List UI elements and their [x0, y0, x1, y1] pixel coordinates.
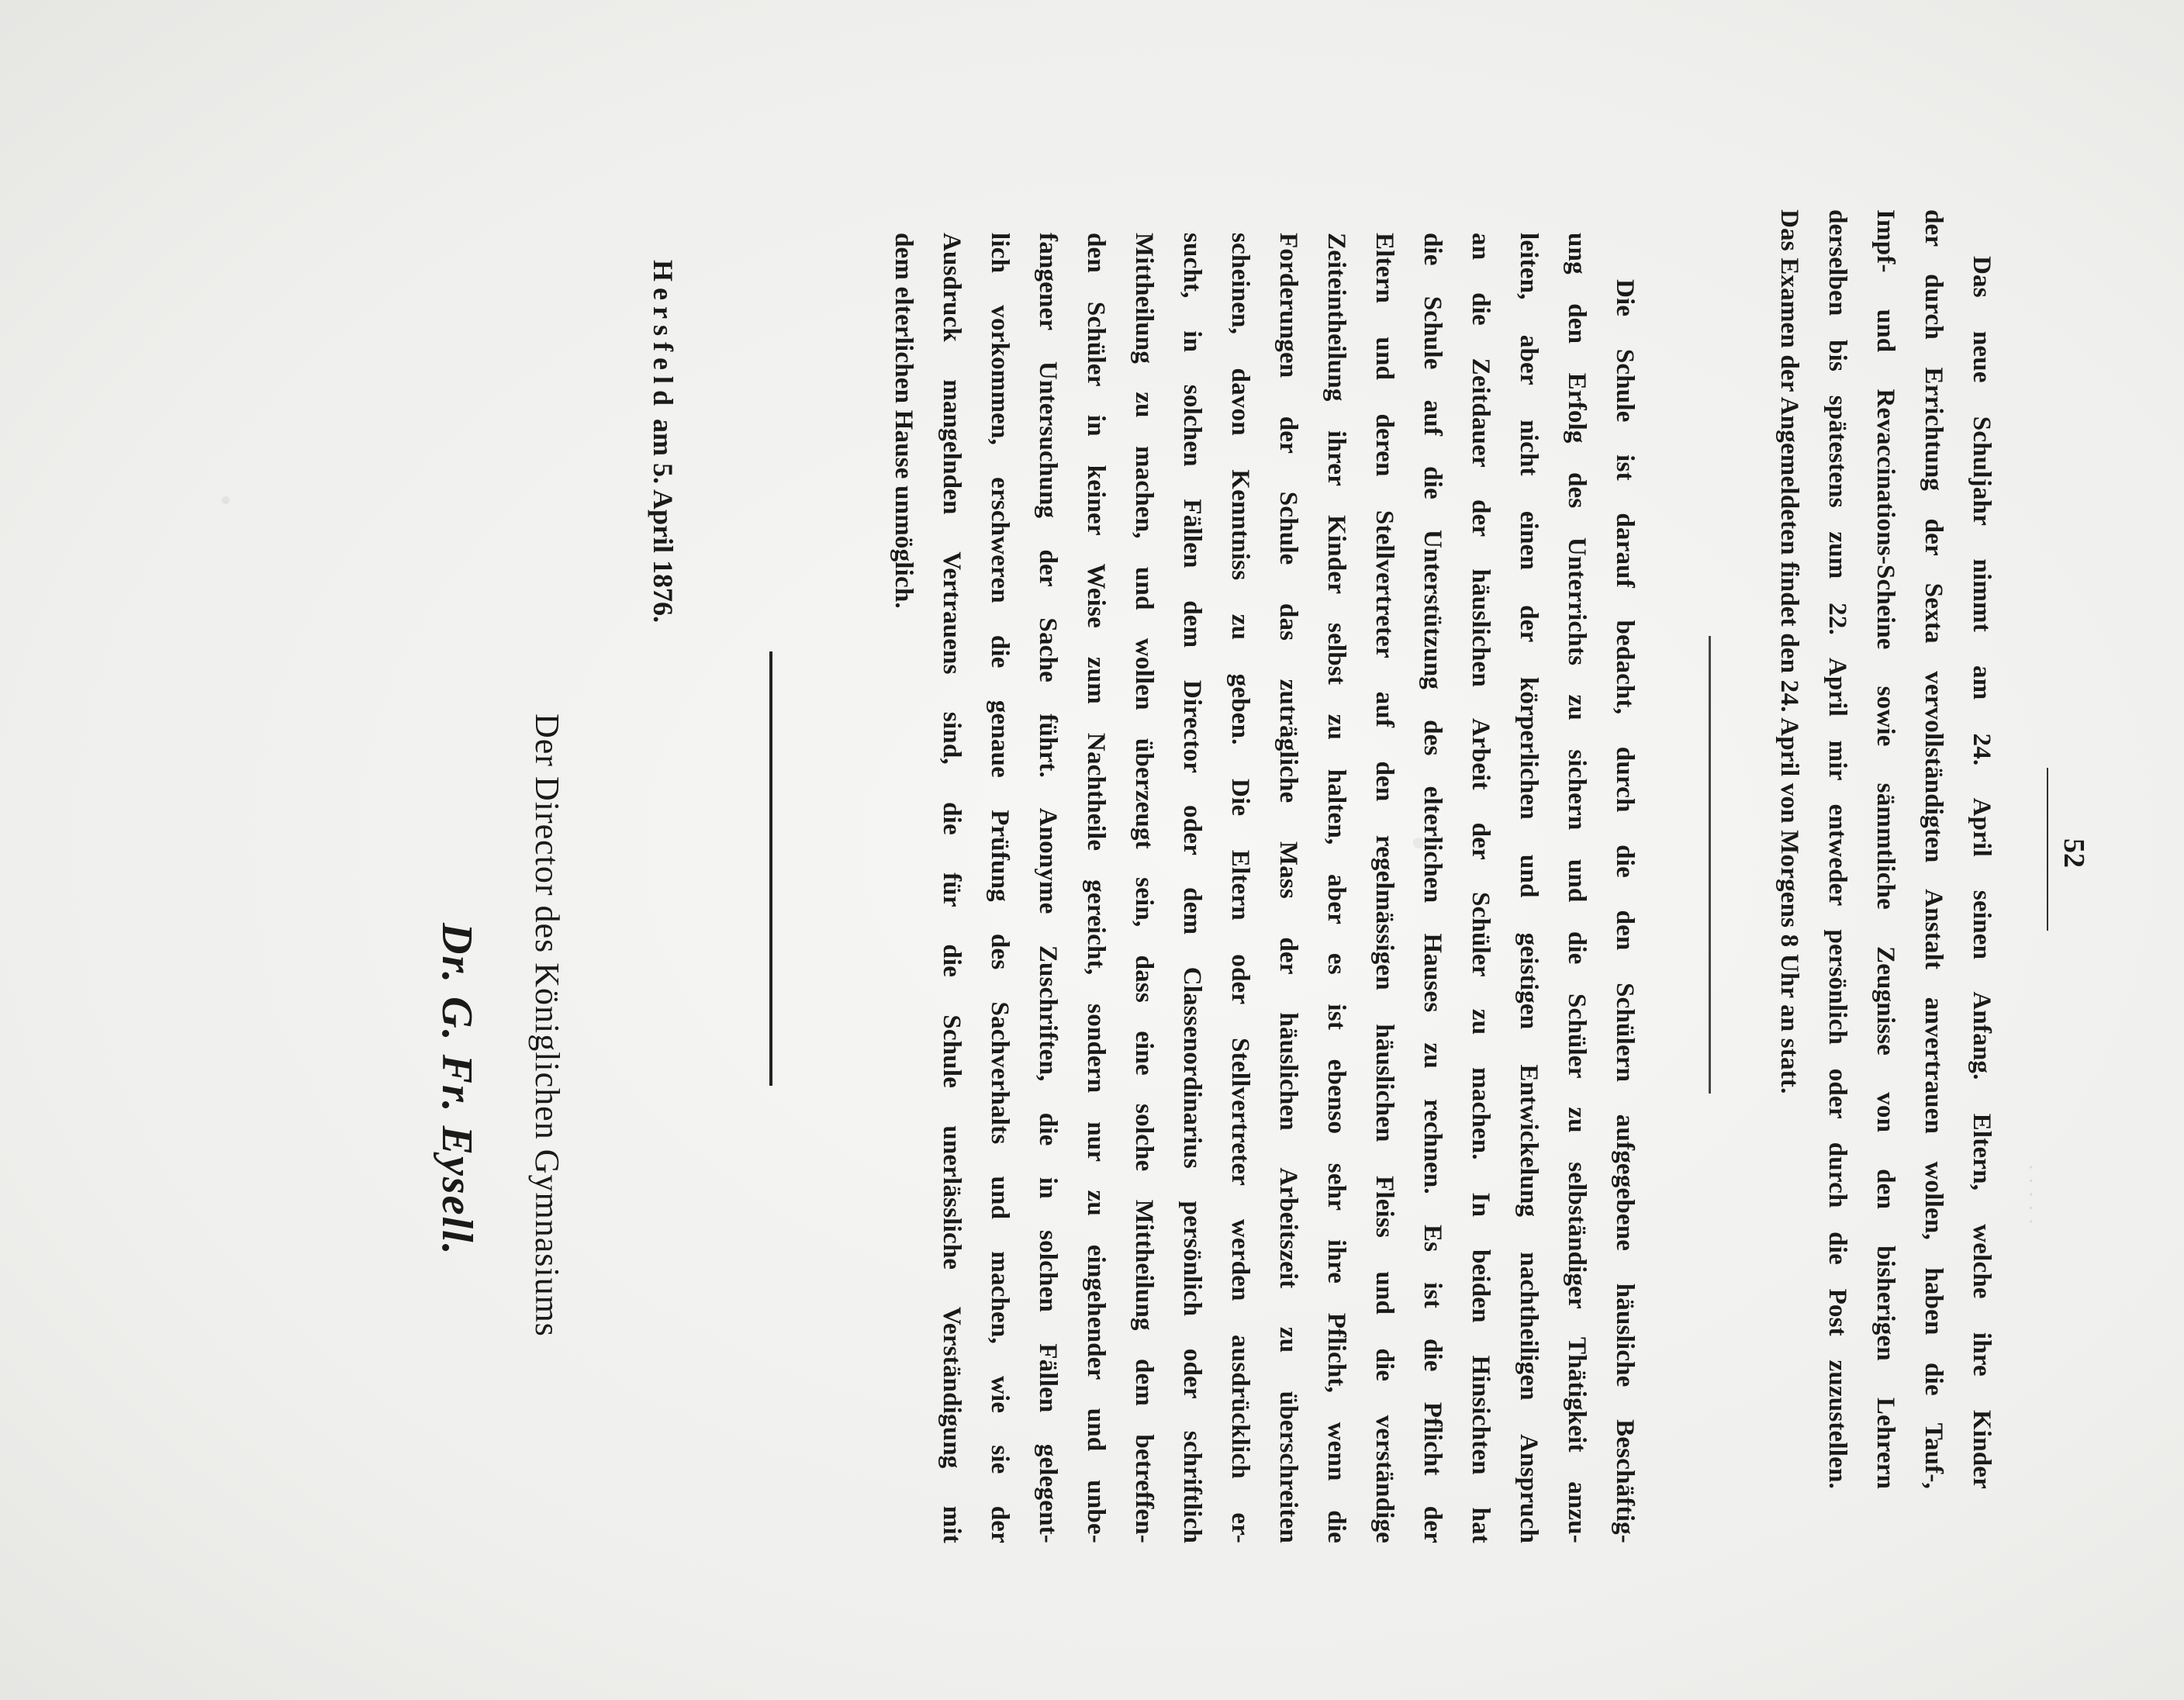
text-line: derselben bis spätestens zum 22. April mir entweder persönlich oder durch die Post zuzustellen.	[1823, 209, 1851, 1489]
text-line: Forderungen der Schule das zuträgliche Mass der häuslichen Arbeitszeit zu überschreiten	[1274, 233, 1302, 1543]
text-line: Die Schule ist darauf bedacht, durch die den Schülern aufgegebene häusliche Beschäftig-	[1611, 279, 1639, 1543]
date-text: am 5. April 1876.	[648, 418, 679, 623]
page-number: 52	[2058, 838, 2090, 868]
section-divider	[1709, 636, 1711, 1094]
text-line: lich vorkommen, erschweren die genaue Prüfung des Sachverhalts und machen, wie sie der	[986, 233, 1014, 1543]
place-name: Hersfeld	[648, 260, 679, 412]
paragraph-homework-notice	[879, 233, 1649, 1543]
text-line: der durch Errichtung der Sexta vervollständigten Anstalt anvertrauen wollen, haben die Tauf-,	[1920, 209, 1947, 1489]
paragraph-enrollment-notice	[1765, 209, 2006, 1489]
place-date-line	[647, 260, 679, 623]
text-line: Das Examen der Angemeldeten findet den 24. April von Morgens 8 Uhr an statt.	[1775, 209, 1803, 1094]
bleed-through-text: · · · · ·	[2018, 1163, 2044, 1225]
text-line: leiten, aber nicht einen der körperlichen und geistigen Entwickelung nachtheiligen Anspruch	[1515, 233, 1543, 1543]
text-line: dem elterlichen Hause unmöglich.	[890, 233, 917, 609]
signature-title: Der Director des Königlichen Gymnasiums	[528, 714, 566, 1337]
text-line: scheinen, davon Kenntniss zu geben. Die Eltern oder Stellvertreter werden ausdrücklich er-	[1226, 233, 1254, 1543]
text-line: den Schüler in keiner Weise zum Nachtheile gereicht, sondern nur zu eingehender und unbe-	[1082, 233, 1110, 1543]
signature-name: Dr. G. Fr. Eysell.	[433, 923, 481, 1256]
text-line: Das neue Schuljahr nimmt am 24. April seinen Anfang. Eltern, welche ihre Kinder	[1968, 256, 1996, 1489]
paper-speck	[222, 496, 230, 504]
text-line: Eltern und deren Stellvertreter auf den regelmässigen häuslichen Fleiss und die verständige	[1370, 233, 1398, 1543]
text-line: Ausdruck mangelnden Vertrauens sind, die für die Schule unerlässliche Verständigung mit	[938, 233, 966, 1543]
text-line: Mittheilung zu machen, und wollen überzeugt sein, dass eine solche Mittheilung dem betreffen-	[1130, 233, 1158, 1543]
text-line: an die Zeitdauer der häuslichen Arbeit der Schüler zu machen. In beiden Hinsichten hat	[1467, 233, 1495, 1543]
text-line: ung den Erfolg des Unterrichts zu sichern und die Schüler zu selbständiger Thätigkeit anzu-	[1563, 233, 1591, 1543]
closing-divider	[769, 651, 772, 1086]
text-line: sucht, in solchen Fällen dem Director oder dem Classenordinarius persönlich oder schriftlich	[1178, 233, 1206, 1543]
text-line: Impf- und Revaccinations-Scheine sowie sämmtliche Zeugnisse von den bisherigen Lehrern	[1871, 209, 1899, 1489]
text-line: fangener Untersuchung der Sache führt. Anonyme Zuschriften, die in solchen Fällen gelegent-	[1034, 233, 1062, 1543]
text-line: Zeiteintheilung ihrer Kinder selbst zu halten, aber es ist ebenso sehr ihre Pflicht, wenn die	[1322, 233, 1350, 1543]
text-line: die Schule auf die Unterstützung des elterlichen Hauses zu rechnen. Es ist die Pflicht der	[1419, 233, 1446, 1543]
page-number-rule	[2047, 768, 2048, 931]
